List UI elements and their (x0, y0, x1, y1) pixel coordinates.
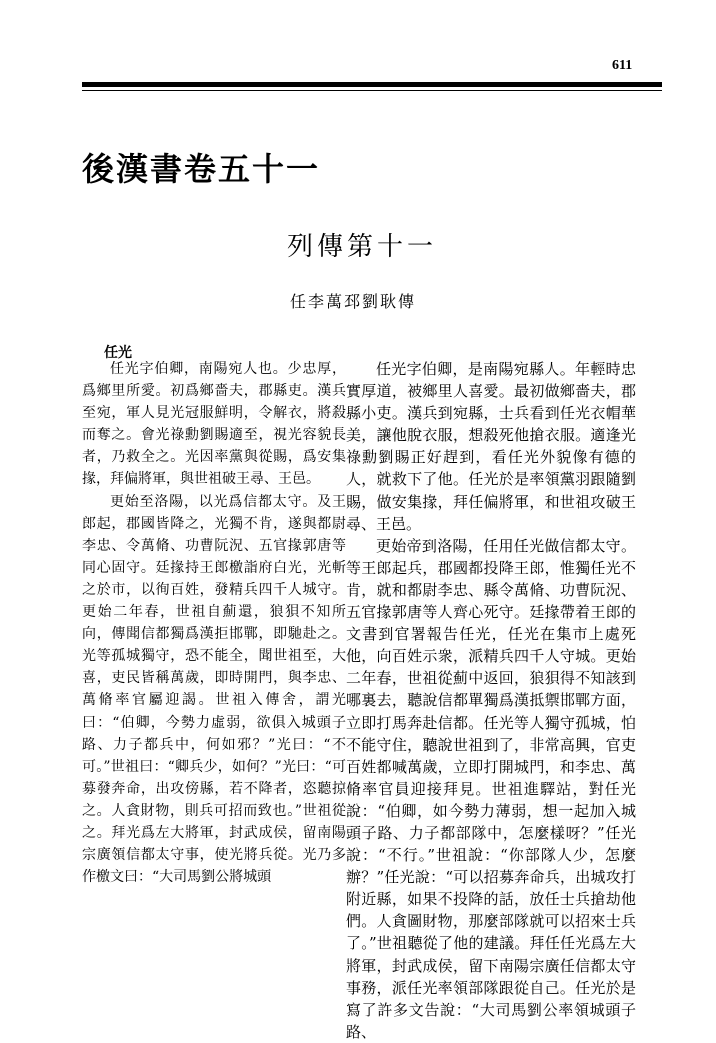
original-paragraph: 任光字伯卿，南陽宛人也。少忠厚，爲鄉里所愛。初爲鄉嗇夫，郡縣吏。漢兵至宛，軍人見光冠服鮮明，令解衣，將殺而奪之。會光祿勳劉賜適至，視光容貌長者，乃救全之。光因率黨與從賜，爲安集掾，拜偏將軍，與世祖破王尋、王邑。 (82, 361, 346, 488)
header-rule-thin (82, 90, 662, 91)
header-rule-thick (82, 82, 662, 87)
book-title: 後漢書卷五十一 (82, 150, 321, 188)
original-paragraph: 更始至洛陽，以光爲信都太守。及王郎起，郡國皆降之，光獨不肯，遂與都尉李忠、令萬脩、功曹阮況、五官掾郭唐等同心固守。廷掾持王郎檄詣府白光，光斬之於市，以徇百姓，發精兵四千人城守。更始二年春，世祖自薊還，狼狽不知所向，傳聞信都獨爲漢拒邯鄲，即馳赴之。光等孤城獨守，恐不能全，聞世祖至，大喜，吏民皆稱萬歲，即時開門，與李忠、萬脩率官屬迎謁。世祖入傳舍，謂光曰：“伯卿，今勢力虛弱，欲俱入城頭子路、力子都兵中，何如邪？”光曰：“不可。”世祖曰：“卿兵少，如何？”光曰：“可募發奔命，出攻傍縣，若不降者，恣聽掠之。人貪財物，則兵可招而致也。”世祖從之。拜光爲左大將軍，封武成侯，留南陽宗廣領信都太守事，使光將兵從。光乃多作檄文曰：“大司馬劉公將城頭 (82, 493, 346, 886)
translation-paragraph: 更始帝到洛陽，任用任光做信都太守。等王郎起兵，郡國都投降王郎，惟獨任光不肯，就和都尉李忠、縣令萬脩、功曹阮況、五官掾郭唐等人齊心死守。廷掾帶着王郎的文書到官署報告任光，任光在集市上處死他，向百姓示衆，派精兵四千人守城。更始二年春，世祖從薊中返回，狼狽得不知該到哪裏去，聽說信都單獨爲漢抵禦邯鄲方面，立即打馬奔赴信都。任光等人獨守孤城，怕不能守住，聽說世祖到了，非常高興，官吏百姓都喊萬歲，立即打開城門，和李忠、萬脩率官員迎接拜見。世祖進驛站，對任光說：“伯卿，如今勢力薄弱，想一起加入城頭子路、力子都部隊中，怎麼樣呀？”任光說：“不行。”世祖說：“你部隊人少，怎麼辦？”任光說：“可以招募奔命兵，出城攻打附近縣，如果不投降的話，放任士兵搶劫他們。人貪圖財物，那麼部隊就可以招來士兵了。”世祖聽從了他的建議。拜任任光爲左大將軍，封武成侯，留下南陽宗廣任信都太守事務，派任光率領部隊跟從自己。任光於是寫了許多文告說：“大司馬劉公率領城頭子路、 (346, 536, 636, 1041)
translation-text-column (346, 358, 636, 1043)
original-text-column (82, 358, 346, 888)
chapter-subtitle: 任李萬邳劉耿傳 (290, 292, 417, 311)
section-heading: 任光 (104, 345, 132, 361)
chapter-title: 列傳第十一 (287, 232, 438, 262)
page-number: 611 (612, 58, 633, 73)
translation-paragraph: 任光字伯卿，是南陽宛縣人。年輕時忠實厚道，被鄉里人喜愛。最初做鄉嗇夫，郡縣小吏。漢兵到宛縣，士兵看到任光衣帽華美，讓他脫衣服，想殺死他搶衣服。適逢光祿勳劉賜正好趕到，看任光外貌像有德的人，就救下了他。任光於是率領黨羽跟隨劉賜，做安集掾，拜任偏將軍，和世祖攻破王尋、王邑。 (346, 360, 636, 533)
